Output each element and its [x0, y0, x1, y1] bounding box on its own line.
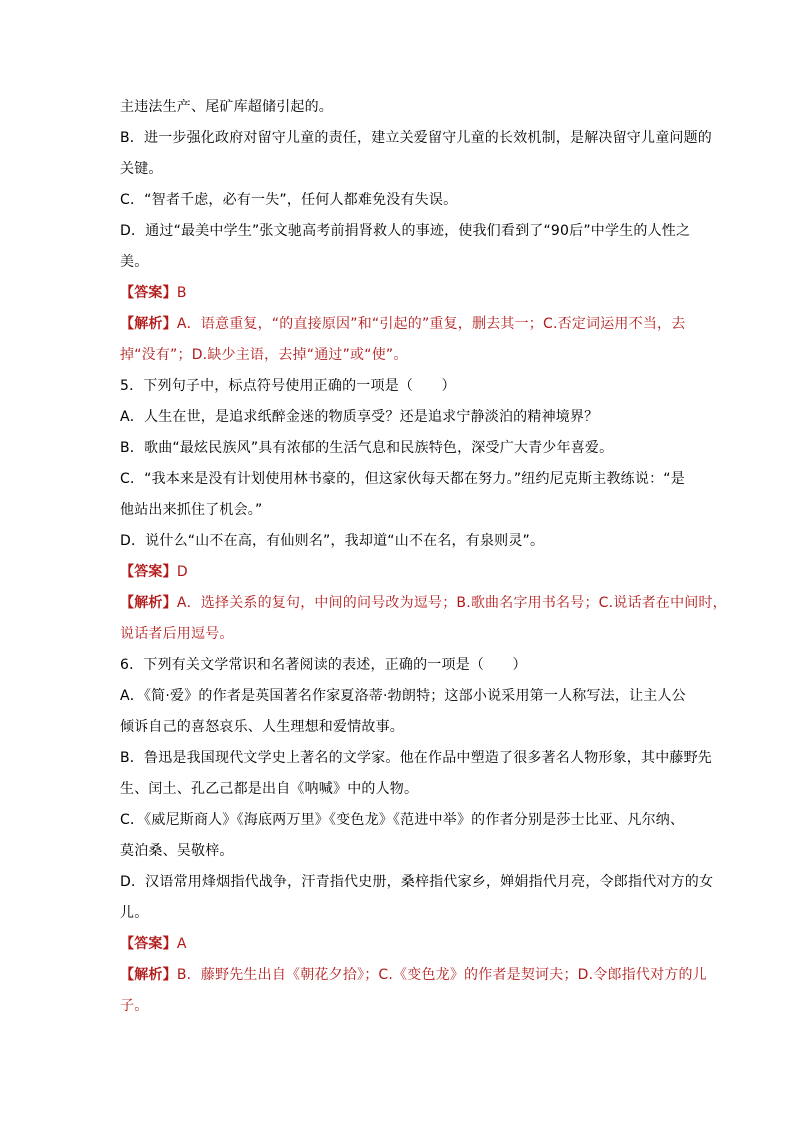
answer-label: 【答案】 — [120, 936, 177, 952]
option-d-line: D．通过“最美中学生”张文驰高考前捐肾救人的事迹，使我们看到了“90后”中学生的人性之 — [120, 223, 691, 239]
answer-value: D — [176, 564, 188, 580]
option-d-line: D．汉语常用烽烟指代战争，汗青指代史册，桑梓指代家乡，婵娟指代月亮，令郎指代对方的女 — [120, 874, 714, 890]
text-line: 倾诉自己的喜怒哀乐、人生理想和爱情故事。 — [120, 719, 404, 735]
text-line: 他站出来抓住了机会。” — [120, 502, 263, 518]
analysis-continuation: 掉“没有”；D.缺少主语，去掉“通过”或“使”。 — [120, 347, 408, 363]
option-b-line: B．进一步强化政府对留守儿童的责任，建立关爱留守儿童的长效机制，是解决留守儿童问题的 — [120, 130, 713, 146]
answer-value: A — [176, 936, 187, 952]
analysis-line — [120, 960, 710, 991]
option-a-line: A．人生在世，是追求纸醉金迷的物质享受？还是追求宁静淡泊的精神境界？ — [120, 409, 599, 425]
analysis-text: B．藤野先生出自《朝花夕拾》；C.《变色龙》的作者是契诃夫；D.令郎指代对方的儿 — [176, 967, 707, 983]
option-c-line: C．“我本来是没有计划使用林书豪的，但这家伙每天都在努力。”纽约尼克斯主教练说：“是 — [120, 471, 685, 487]
analysis-continuation: 子。 — [120, 998, 149, 1014]
answer-line — [120, 278, 710, 309]
analysis-text: A．语意重复，“的直接原因”和“引起的”重复，删去其一；C.否定词运用不当，去 — [176, 316, 686, 332]
analysis-label: 【解析】 — [120, 595, 177, 611]
analysis-label: 【解析】 — [120, 967, 177, 983]
text-line: 生、闰土、孔乙己都是出自《呐喊》中的人物。 — [120, 781, 419, 797]
option-c-line: C．《威尼斯商人》《海底两万里》《变色龙》《范进中举》的作者分别是莎士比亚、凡尔纳、 — [120, 812, 685, 828]
answer-label: 【答案】 — [120, 564, 177, 580]
answer-value: B — [176, 285, 187, 301]
option-c-line: C．“智者千虑，必有一失”，任何人都难免没有失误。 — [120, 192, 458, 208]
answer-line — [120, 557, 710, 588]
analysis-line — [120, 588, 727, 619]
text-line: 美。 — [120, 254, 149, 270]
analysis-line — [120, 309, 710, 340]
text-line: 主违法生产、尾矿库超储引起的。 — [120, 99, 333, 115]
text-line: 儿。 — [120, 905, 149, 921]
answer-label: 【答案】 — [120, 285, 177, 301]
analysis-text: A．选择关系的复句，中间的问号改为逗号；B.歌曲名字用书名号；C.说话者在中间时， — [176, 595, 727, 611]
option-a-line: A．《简·爱》的作者是英国著名作家夏洛蒂·勃朗特；这部小说采用第一人称写法，让主人公 — [120, 688, 686, 704]
option-b-line: B．鲁迅是我国现代文学史上著名的文学家。他在作品中塑造了很多著名人物形象，其中藤野先 — [120, 750, 713, 766]
document-page — [120, 92, 727, 1022]
analysis-label: 【解析】 — [120, 316, 177, 332]
text-line: 关键。 — [120, 161, 163, 177]
analysis-continuation: 说话者后用逗号。 — [120, 626, 234, 642]
option-b-line: B．歌曲“最炫民族风”具有浓郁的生活气息和民族特色，深受广大青少年喜爱。 — [120, 440, 614, 456]
question-6-title: 6．下列有关文学常识和名著阅读的表述，正确的一项是（ ） — [120, 657, 527, 673]
option-d-line: D．说什么“山不在高，有仙则名”，我却道“山不在名，有泉则灵”。 — [120, 533, 545, 549]
question-5-title: 5．下列句子中，标点符号使用正确的一项是（ ） — [120, 378, 456, 394]
answer-line — [120, 929, 710, 960]
text-line: 莫泊桑、吴敬梓。 — [120, 843, 234, 859]
